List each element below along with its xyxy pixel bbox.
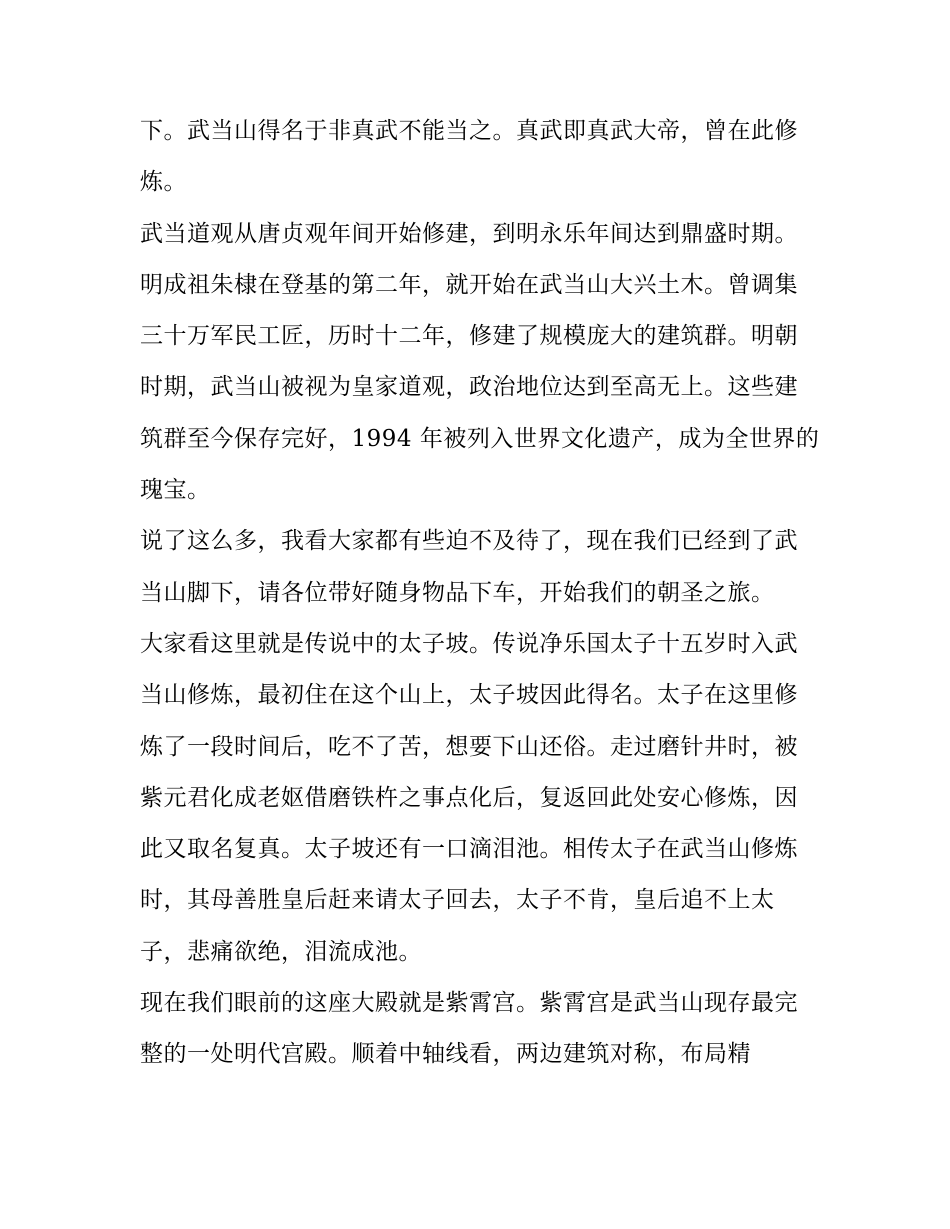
document-body bbox=[140, 106, 820, 1081]
paragraph-3: 说了这么多，我看大家都有些迫不及待了，现在我们已经到了武当山脚下，请各位带好随身物品下车，开始我们的朝圣之旅。 bbox=[140, 528, 798, 606]
paragraph-1: 下。武当山得名于非真武不能当之。真武即真武大帝，曾在此修炼。 bbox=[140, 118, 798, 196]
paragraph-4: 大家看这里就是传说中的太子坡。传说净乐国太子十五岁时入武当山修炼，最初住在这个山上，太子坡因此得名。太子在这里修炼了一段时间后，吃不了苦，想要下山还俗。走过磨针井时，被紫元君化成老妪借磨铁杵之事点化后，复返回此处安心修炼，因此又取名复真。太子坡还有一口滴泪池。相传太子在武当山修炼时，其母善胜皇后赶来请太子回去，太子不肯，皇后追不上太子，悲痛欲绝，泪流成池。 bbox=[140, 630, 798, 965]
paragraph-5: 现在我们眼前的这座大殿就是紫霄宫。紫霄宫是武当山现存最完整的一处明代宫殿。顺着中轴线看，两边建筑对称，布局精 bbox=[140, 990, 798, 1068]
paragraph-2: 武当道观从唐贞观年间开始修建，到明永乐年间达到鼎盛时期。明成祖朱棣在登基的第二年，就开始在武当山大兴土木。曾调集三十万军民工匠，历时十二年，修建了规模庞大的建筑群。明朝时期，武当山被视为皇家道观，政治地位达到至高无上。这些建筑群至今保存完好，1994 年被列入世界文化遗产，成为全世界的瑰宝。 bbox=[140, 220, 820, 504]
